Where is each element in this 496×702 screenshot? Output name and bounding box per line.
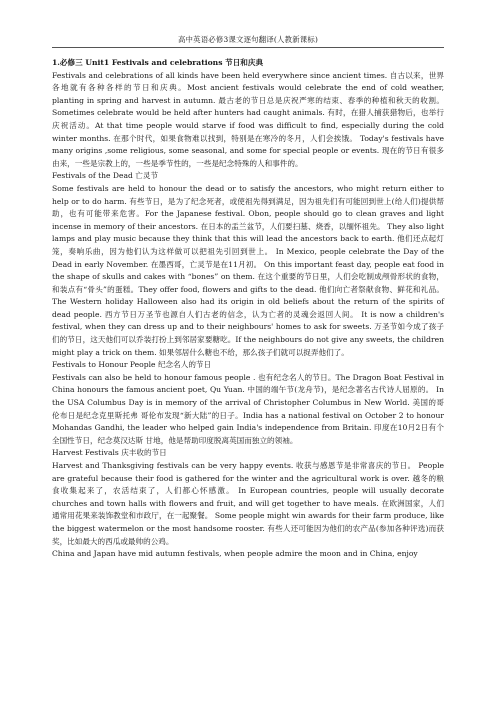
section-heading-festivals-of-the-dead: Festivals of the Dead 亡灵节 xyxy=(52,171,159,181)
header-divider xyxy=(52,47,444,48)
unit-heading: 1.必修三 Unit1 Festivals and celebrations 节日和庆典 xyxy=(52,58,264,67)
page-header: 高中英语必修3课文逐句翻译(人教新课标) xyxy=(177,35,319,44)
paragraph-honour-people: Festivals can also be held to honour famous people . 也有纪念名人的节日。The Dragon Boat Festival in China honours the famous ancient poet, Qu Yuan. 中国的端午节(龙舟节)，是纪念著名古代诗人屈原的。 In the USA Columbus Day is in memory of the arrival of Christopher Columbus in New World. 美国的哥伦布日是纪念克里斯托弗 哥伦布发现“新大陆”的日子。India has a national festival on October 2 to honour Mohandas Gandhi, the leader who helped gain India's independence from Britain. 印度在10月2日有个全国性节日，纪念莫汉达斯 甘地，他是帮助印度脱离英国而独立的领袖。 xyxy=(52,372,444,445)
document-body xyxy=(52,57,444,561)
paragraph-harvest: Harvest and Thanksgiving festivals can be very happy events. 收获与感恩节是非常喜庆的节日。 People are grateful because their food is gathered for the winter and the agricultural work is over. 越冬的粮食收集起来了，农活结束了，人们都心怀感激。 In European countries, people will usually decorate churches and town halls with flowers and fruit, and will get together to have meals. 在欧洲国家，人们通常用花果来装饰教堂和市政厅，在一起聚餐。 Some people might win awards for their farm produce, like the biggest watermelon or the most handsome rooster. 有些人还可能因为他们的农产品(参加各种评选)而获奖，比如最大的西瓜或最帅的公鸡。 xyxy=(52,461,444,546)
paragraph-mid-autumn-partial: China and Japan have mid autumn festivals, when people admire the moon and in China, enjoy xyxy=(52,549,418,559)
section-heading-honour-people: Festivals to Honour People 纪念名人的节日 xyxy=(52,360,212,370)
intro-paragraph: Festivals and celebrations of all kinds have been held everywhere since ancient times. 自古以来，世界各地就有各种各样的节日和庆典。Most ancient festivals would celebrate the end of cold weather, planting in spring and harvest in autumn. 最古老的节日总是庆祝严寒的结束、春季的种植和秋天的收割。 Sometimes celebrate would be held after hunters had caught animals. 有时，在猎人捕获猎物后，也举行庆祝活动。At that time people would starve if food was difficult to find, especially during the cold winter months. 在那个时代，如果食物难以找到，特别是在寒冷的冬月，人们会挨饿。 Today's festivals have many origins ,some religious, some seasonal, and some for special people or events. 现在的节日有很多由来，一些是宗教上的，一些是季节性的，一些是纪念特殊的人和事件的。 xyxy=(52,70,444,168)
paragraph-festivals-of-the-dead: Some festivals are held to honour the dead or to satisfy the ancestors, who might return either to help or to do harm. 有些节日，是为了纪念死者，或使祖先得到满足，因为祖先们有可能回到世上(给人们)提供帮助，也有可能带来危害。For the Japanese festival. Obon, people should go to clean graves and light incense in memory of their ancestors. 在日本的盂兰盆节，人们要扫墓、烧香，以缅怀祖先。 They also light lamps and play music because they think that this will lead the ancestors back to earth. 他们还点起灯笼，奏响乐曲，因为他们认为这样做可以把祖先引回到世上。 In Mexico, people celebrate the Day of the Dead in early November. 在墨西哥，亡灵节是在11月初。 On this important feast day, people eat food in the shape of skulls and cakes with “bones” on them. 在这个重要的节日里，人们会吃制成颅骨形状的食物，和装点有“骨头”的蛋糕。They offer food, flowers and gifts to the dead. 他们向亡者祭献食物、鲜花和礼品。The Western holiday Halloween also had its origin in old beliefs about the return of the spirits of dead people. 西方节日万圣节也源自人们古老的信念，认为亡者的灵魂会返回人间。 It is now a children's festival, when they can dress up and to their neighbours' homes to ask for sweets. 万圣节如今成了孩子们的节日，这天他们可以乔装打扮上到邻居家要糖吃。If the neighbours do not give any sweets, the children might play a trick on them. 如果邻居什么糖也不给，那么孩子们就可以捉弄他们了。 xyxy=(52,183,444,357)
section-heading-harvest: Harvest Festivals 庆丰收的节日 xyxy=(52,448,167,458)
